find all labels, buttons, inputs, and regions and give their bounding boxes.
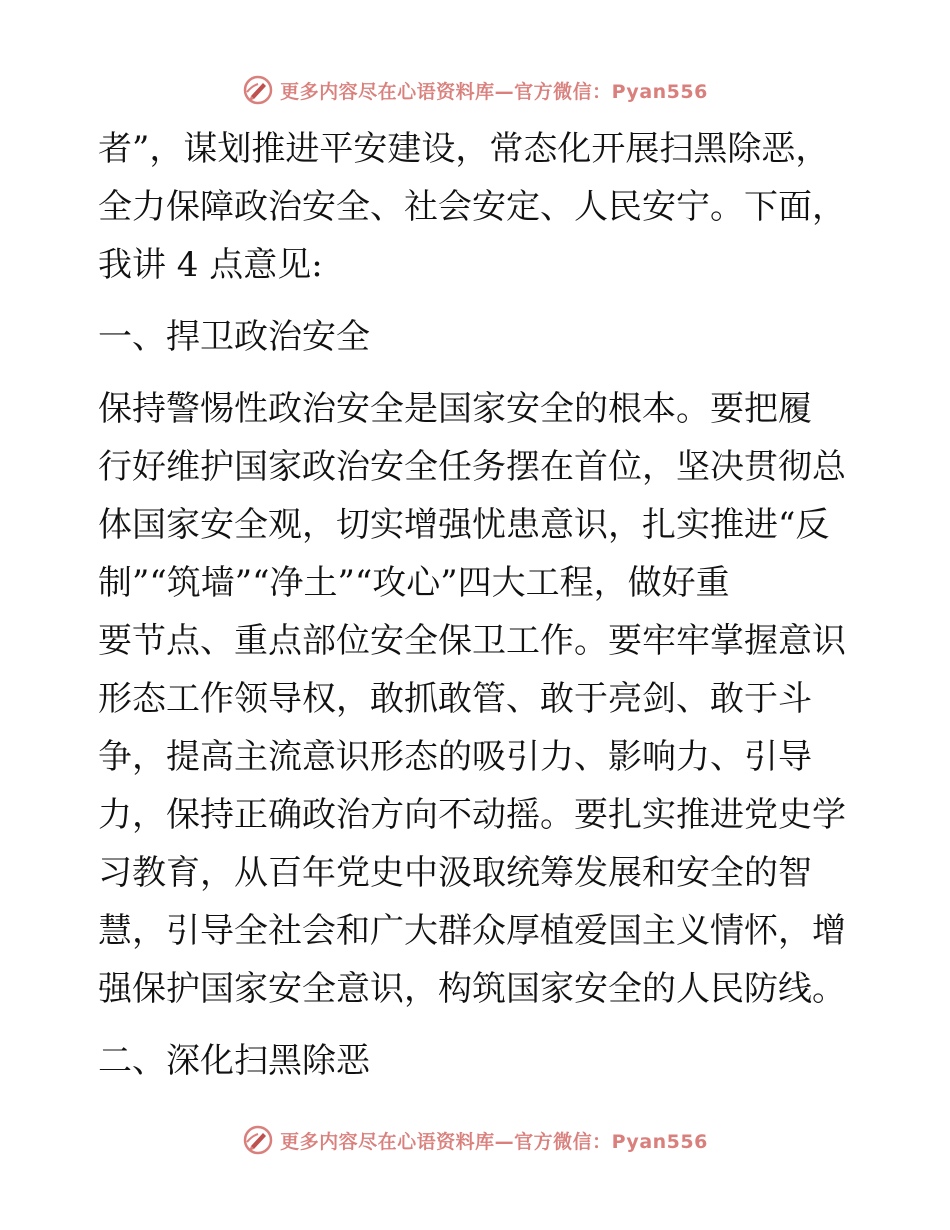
quill-pen-logo-icon — [242, 1124, 274, 1156]
section1-line-8: 力，保持正确政治方向不动摇。要扎实推进党史学 — [98, 795, 846, 835]
section1-line-3: 体国家安全观，切实增强忧患意识，扎实推进“反 — [98, 505, 830, 545]
section1-line-2: 行好维护国家政治安全任务摆在首位，坚决贯彻总 — [98, 447, 846, 487]
intro-line-1: 者”，谋划推进平安建设，常态化开展扫黑除恶， — [98, 129, 830, 169]
section1-line-5: 要节点、重点部位安全保卫工作。要牢牢掌握意识 — [98, 621, 846, 661]
section-heading-1: 一、捍卫政治安全 — [98, 317, 370, 357]
section1-line-9: 习教育，从百年党史中汲取统筹发展和安全的智 — [98, 853, 812, 893]
section-heading-2: 二、深化扫黑除恶 — [98, 1041, 370, 1081]
header-banner — [0, 70, 950, 110]
intro-line-2: 全力保障政治安全、社会安定、人民安宁。下面， — [98, 187, 846, 227]
section1-line-1: 保持警惕性政治安全是国家安全的根本。要把履 — [98, 389, 812, 429]
section1-line-7: 争，提高主流意识形态的吸引力、影响力、引导 — [98, 737, 812, 777]
header-banner-text: 更多内容尽在心语资料库—官方微信：Pyan556 — [280, 80, 708, 103]
section1-line-4: 制”“筑墙”“净土”“攻心”四大工程，做好重 — [98, 563, 730, 603]
footer-banner-text: 更多内容尽在心语资料库—官方微信：Pyan556 — [280, 1130, 708, 1153]
section1-line-6: 形态工作领导权，敢抓敢管、敢于亮剑、敢于斗 — [98, 679, 812, 719]
document-body — [98, 120, 850, 1090]
section1-line-10: 慧，引导全社会和广大群众厚植爱国主义情怀，增 — [98, 911, 846, 951]
intro-line-3: 我讲 4 点意见: — [98, 245, 323, 285]
section1-line-11: 强保护国家安全意识，构筑国家安全的人民防线。 — [98, 969, 846, 1009]
footer-banner — [0, 1120, 950, 1160]
quill-pen-logo-icon — [242, 74, 274, 106]
